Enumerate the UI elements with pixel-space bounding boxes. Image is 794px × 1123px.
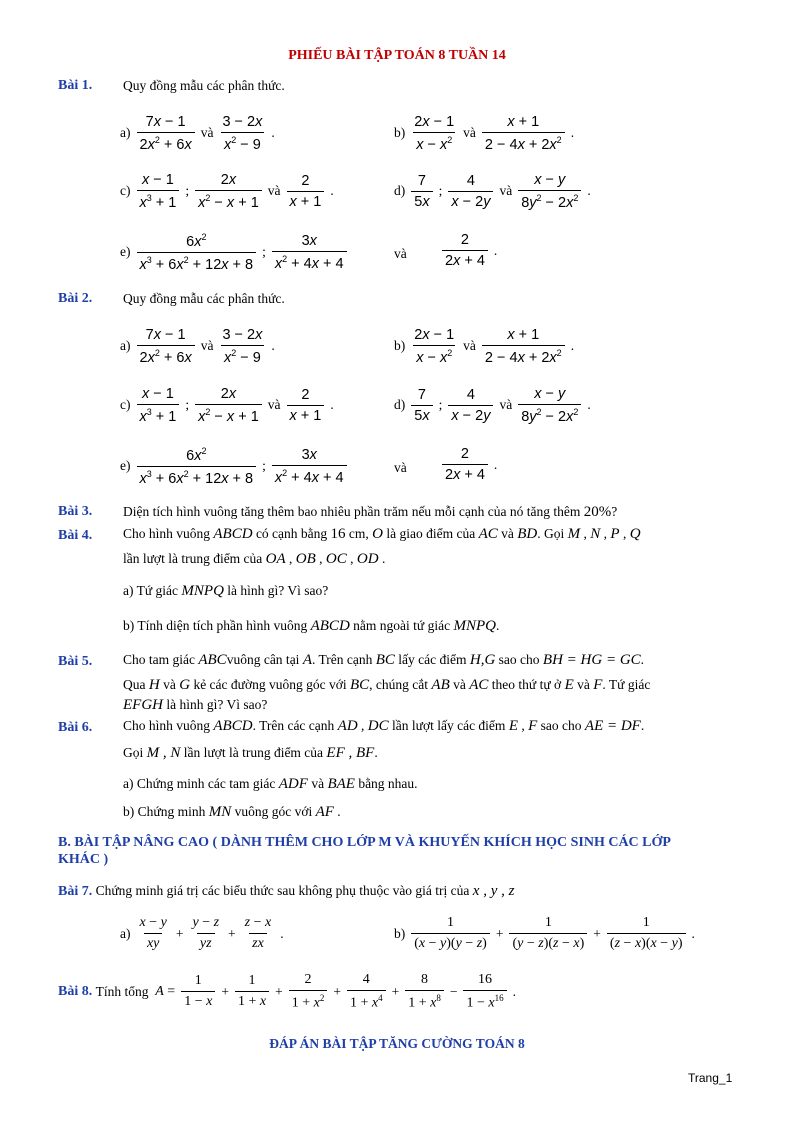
fraction: $\frac{1}{(y - z)(z - x)}$ bbox=[509, 915, 587, 952]
bai6-qa: a) Chứng minh các tam giác ADF và BAE bằng nhau. bbox=[123, 776, 418, 792]
fraction: $\frac{16}{1 - x^{16}}$ bbox=[463, 972, 506, 1012]
fraction: $\frac{x - y}{8y^2 - 2x^2}$ bbox=[518, 386, 581, 425]
fraction: $\frac{3x}{x^2 + 4x + 4}$ bbox=[272, 233, 347, 272]
bai2-item-e: e) $\frac{6x^2}{x^3 + 6x^2 + 12x + 8}$ ; $\frac{3x}{x^2 + 4x + 4}$ bbox=[120, 446, 349, 487]
bai1-item-c: c) $\frac{x - 1}{x^3 + 1}$ ; $\frac{2x}{x^2 - x + 1}$ và $\frac{2}{x + 1}$ . bbox=[120, 172, 334, 211]
bai1-item-b: b) $\frac{2x - 1}{x - x^2}$ và $\frac{x + 1}{2 - 4x + 2x^2}$ . bbox=[394, 114, 575, 153]
bai8-line: Bài 8. Tính tổng A = $\frac{1}{1 - x}$ + $\frac{1}{1 + x}$ + $\frac{2}{1 + x^2}$ + $\frac{4}{1 + x^4}$ + $\frac{8}{1 + x^8}$ − $\frac{16}{1 - x^{16}}$ . bbox=[58, 972, 516, 1011]
fraction: $\frac{7}{5x}$ bbox=[411, 173, 432, 210]
bai5-line1: Cho tam giác ABCvuông cân tại A. Trên cạnh BC lấy các điểm H,G sao cho BH = HG = GC. bbox=[123, 652, 645, 668]
fraction: $\frac{2}{x + 1}$ bbox=[287, 173, 325, 210]
bai5-label: Bài 5. bbox=[58, 654, 93, 669]
fraction: $\frac{2}{x + 1}$ bbox=[287, 387, 325, 424]
bai2-heading bbox=[58, 290, 92, 307]
fraction: $\frac{x - y}{8y^2 - 2x^2}$ bbox=[518, 172, 581, 211]
bai2-item-b: b) $\frac{2x - 1}{x - x^2}$ và $\frac{x + 1}{2 - 4x + 2x^2}$ . bbox=[394, 327, 575, 366]
fraction: $\frac{2}{2x + 4}$ bbox=[442, 446, 488, 483]
fraction: $\frac{4}{x - 2y}$ bbox=[448, 173, 493, 210]
fraction: $\frac{2x}{x^2 - x + 1}$ bbox=[195, 386, 262, 425]
bai5-line3: EFGH là hình gì? Vì sao? bbox=[123, 697, 268, 713]
bai3-text: Diện tích hình vuông tăng thêm bao nhiêu phần trăm nếu mỗi cạnh của nó tăng thêm 20%? bbox=[123, 504, 618, 520]
answer-title: ĐÁP ÁN BÀI TẬP TĂNG CƯỜNG TOÁN 8 bbox=[269, 1036, 525, 1051]
fraction: $\frac{6x^2}{x^3 + 6x^2 + 12x + 8}$ bbox=[137, 232, 257, 273]
bai6-line1: Cho hình vuông ABCD. Trên các cạnh AD , DC lần lượt lấy các điểm E , F sao cho AE = DF. bbox=[123, 718, 645, 734]
fraction: $\frac{x - 1}{x^3 + 1}$ bbox=[137, 386, 180, 425]
bai1-heading bbox=[58, 77, 92, 94]
bai4-label: Bài 4. bbox=[58, 528, 93, 543]
fraction: $\frac{6x^2}{x^3 + 6x^2 + 12x + 8}$ bbox=[137, 446, 257, 487]
bai6-label: Bài 6. bbox=[58, 720, 93, 735]
bai1-item-e: e) $\frac{6x^2}{x^3 + 6x^2 + 12x + 8}$ ; $\frac{3x}{x^2 + 4x + 4}$ bbox=[120, 232, 349, 273]
fraction: $\frac{x - y}{xy}$ bbox=[139, 915, 167, 951]
bai2-item-c: c) $\frac{x - 1}{x^3 + 1}$ ; $\frac{2x}{x^2 - x + 1}$ và $\frac{2}{x + 1}$ . bbox=[120, 386, 334, 425]
bai5-line2: Qua H và G kẻ các đường vuông góc với BC, chúng cắt AB và AC theo thứ tự ở E và F. Tứ giác bbox=[123, 677, 651, 693]
fraction: $\frac{4}{x - 2y}$ bbox=[448, 387, 493, 424]
bai2-item-e-last: $\frac{2}{2x + 4}$ . bbox=[440, 446, 501, 483]
bai1-label: Bài 1. bbox=[58, 78, 93, 93]
bai1-item-d: d) $\frac{7}{5x}$ ; $\frac{4}{x - 2y}$ và $\frac{x - y}{8y^2 - 2x^2}$ . bbox=[394, 172, 591, 211]
bai6-line2: Gọi M , N lần lượt là trung điểm của EF , BF. bbox=[123, 745, 378, 761]
fraction: $\frac{x + 1}{2 - 4x + 2x^2}$ bbox=[482, 114, 565, 153]
bai3-label: Bài 3. bbox=[58, 504, 93, 519]
fraction: $\frac{1}{1 - x}$ bbox=[181, 973, 215, 1010]
bai7-line: Bài 7. Chứng minh giá trị các biểu thức sau không phụ thuộc vào giá trị của x , y , z bbox=[58, 883, 515, 899]
bai7-item-b: b) $\frac{1}{(x - y)(y - z)}$ + $\frac{1}{(y - z)(z - x)}$ + $\frac{1}{(z - x)(x - y)}$ . bbox=[394, 915, 695, 951]
bai2-label: Bài 2. bbox=[58, 291, 93, 306]
bai2-item-a: a) $\frac{7x - 1}{2x^2 + 6x}$ và $\frac{3 - 2x}{x^2 - 9}$ . bbox=[120, 327, 275, 366]
fraction: $\frac{2}{2x + 4}$ bbox=[442, 232, 488, 269]
fraction: $\frac{2x - 1}{x - x^2}$ bbox=[414, 114, 455, 153]
fraction: $\frac{x - 1}{x^3 + 1}$ bbox=[137, 172, 180, 211]
bai4-line1: Cho hình vuông ABCD có cạnh bằng 16 cm, O là giao điểm của AC và BD. Gọi M , N , P , Q bbox=[123, 526, 641, 542]
fraction: $\frac{2x}{x^2 - x + 1}$ bbox=[195, 172, 262, 211]
page-title: PHIẾU BÀI TẬP TOÁN 8 TUẦN 14 bbox=[288, 48, 506, 63]
bai1-item-a: a) $\frac{7x - 1}{2x^2 + 6x}$ và $\frac{3 - 2x}{x^2 - 9}$ . bbox=[120, 114, 275, 153]
bai1-instruction: Quy đồng mẫu các phân thức. bbox=[123, 78, 285, 93]
fraction: $\frac{8}{1 + x^8}$ bbox=[405, 972, 444, 1012]
fraction: $\frac{4}{1 + x^4}$ bbox=[347, 972, 386, 1012]
bai4-qb: b) Tính diện tích phần hình vuông ABCD nằm ngoài tứ giác MNPQ. bbox=[123, 618, 500, 634]
bai2-instruction: Quy đồng mẫu các phân thức. bbox=[123, 291, 285, 306]
bai2-item-d: d) $\frac{7}{5x}$ ; $\frac{4}{x - 2y}$ và $\frac{x - y}{8y^2 - 2x^2}$ . bbox=[394, 386, 591, 425]
bai1-item-e-last: $\frac{2}{2x + 4}$ . bbox=[440, 232, 501, 269]
fraction: $\frac{1}{(z - x)(x - y)}$ bbox=[607, 915, 686, 952]
fraction: $\frac{2}{1 + x^2}$ bbox=[289, 972, 328, 1012]
fraction: $\frac{3x}{x^2 + 4x + 4}$ bbox=[272, 447, 347, 486]
fraction: $\frac{1}{(x - y)(y - z)}$ bbox=[411, 915, 490, 952]
section-b-title-line1: B. BÀI TẬP NÂNG CAO ( DÀNH THÊM CHO LỚP M VÀ KHUYẾN KHÍCH HỌC SINH CÁC LỚP bbox=[58, 835, 671, 850]
section-b-title-line2: KHÁC ) bbox=[58, 852, 109, 867]
fraction: $\frac{7x - 1}{2x^2 + 6x}$ bbox=[137, 327, 195, 366]
bai4-line2: lần lượt là trung điểm của OA , OB , OC , OD . bbox=[123, 551, 386, 567]
fraction: $\frac{3 - 2x}{x^2 - 9}$ bbox=[222, 327, 263, 366]
bai6-qb: b) Chứng minh MN vuông góc với AF . bbox=[123, 804, 341, 820]
fraction: $\frac{2x - 1}{x - x^2}$ bbox=[414, 327, 455, 366]
fraction: $\frac{7}{5x}$ bbox=[411, 387, 432, 424]
bai4-qa: a) Tứ giác MNPQ là hình gì? Vì sao? bbox=[123, 583, 329, 599]
fraction: $\frac{3 - 2x}{x^2 - 9}$ bbox=[222, 114, 263, 153]
fraction: $\frac{1}{1 + x}$ bbox=[235, 973, 269, 1010]
fraction: $\frac{y - z}{yz}$ bbox=[192, 915, 220, 951]
page-footer: Trang_1 bbox=[688, 1071, 733, 1085]
fraction: $\frac{z - x}{zx}$ bbox=[244, 915, 272, 951]
fraction: $\frac{7x - 1}{2x^2 + 6x}$ bbox=[137, 114, 195, 153]
fraction: $\frac{x + 1}{2 - 4x + 2x^2}$ bbox=[482, 327, 565, 366]
bai7-item-a: a) $\frac{x - y}{xy}$ + $\frac{y - z}{yz}$ + $\frac{z - x}{zx}$ . bbox=[120, 915, 284, 951]
